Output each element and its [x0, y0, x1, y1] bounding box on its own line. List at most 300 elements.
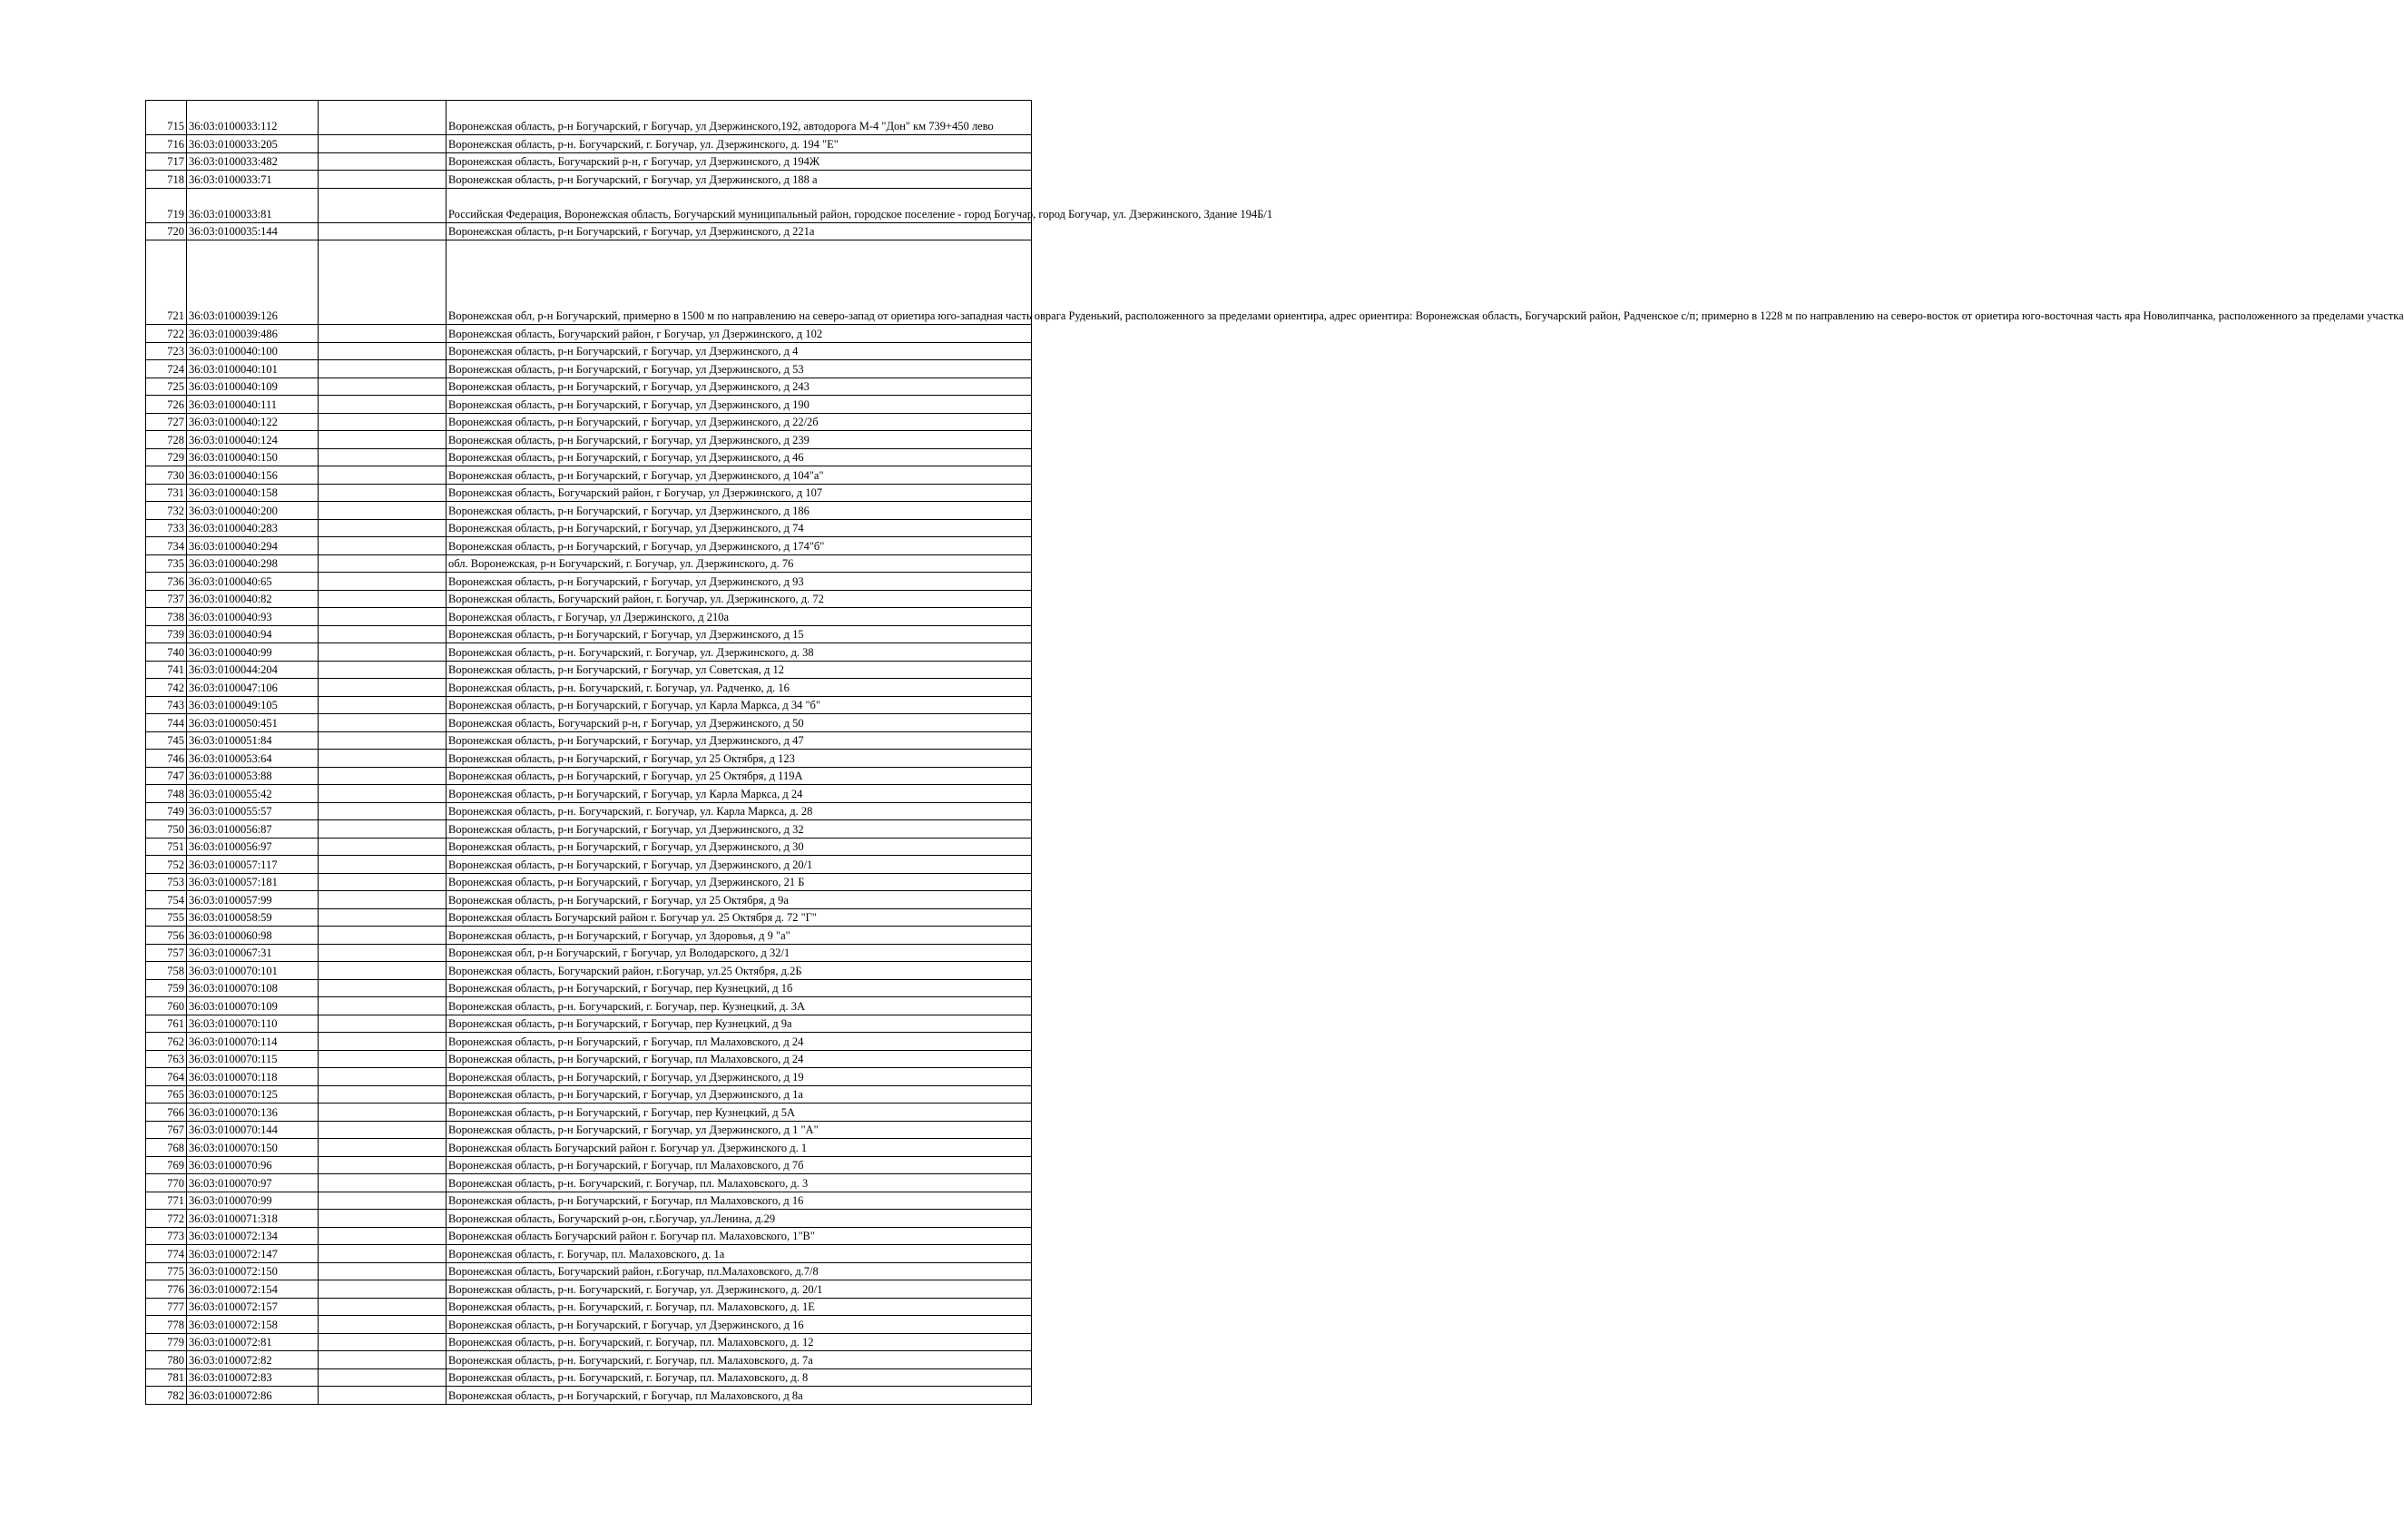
cadastral-number-cell: 36:03:0100033:205 [187, 135, 319, 153]
empty-cell [319, 413, 446, 431]
empty-cell [319, 802, 446, 820]
cadastral-number-cell: 36:03:0100070:97 [187, 1174, 319, 1192]
table-row [146, 643, 1032, 662]
address-cell: Воронежская область, р-н. Богучарский, г. Богучар, пл. Малаховского, д. 7а [446, 1351, 1032, 1369]
empty-cell [319, 679, 446, 697]
empty-cell [319, 661, 446, 679]
address-cell: Воронежская область Богучарский район г. Богучар пл. Малаховского, 1"В" [446, 1227, 1032, 1245]
address-cell: Воронежская область, р-н. Богучарский, г. Богучар, пл. Малаховского, д. 3 [446, 1174, 1032, 1192]
row-number-cell: 739 [146, 625, 187, 643]
empty-cell [319, 696, 446, 714]
cadastral-number-cell: 36:03:0100053:64 [187, 750, 319, 768]
cadastral-number-cell: 36:03:0100072:154 [187, 1280, 319, 1299]
empty-cell [319, 767, 446, 785]
cadastral-number-cell: 36:03:0100070:99 [187, 1192, 319, 1210]
row-number-cell: 744 [146, 714, 187, 732]
empty-cell [319, 979, 446, 997]
empty-cell [319, 1245, 446, 1263]
address-cell: Воронежская область, Богучарский район, г. Богучар, ул. Дзержинского, д. 72 [446, 590, 1032, 608]
address-cell: Воронежская область, р-н. Богучарский, г. Богучар, ул. Радченко, д. 16 [446, 679, 1032, 697]
address-cell: Воронежская область, Богучарский район, г.Богучар, пл.Малаховского, д.7/8 [446, 1262, 1032, 1280]
address-cell: Воронежская область, Богучарский р-он, г.Богучар, ул.Ленина, д.29 [446, 1210, 1032, 1228]
table-row [146, 1333, 1032, 1351]
address-cell: Воронежская область, р-н. Богучарский, г. Богучар, ул. Дзержинского, д. 194 "Е" [446, 135, 1032, 153]
row-number-cell: 749 [146, 802, 187, 820]
table-row [146, 342, 1032, 360]
empty-cell [319, 1015, 446, 1033]
address-cell: Воронежская область, р-н Богучарский, г Богучар, ул Дзержинского, д 46 [446, 448, 1032, 466]
empty-cell [319, 519, 446, 537]
cadastral-number-cell: 36:03:0100060:98 [187, 927, 319, 945]
table-row [146, 714, 1032, 732]
cadastral-number-cell: 36:03:0100040:94 [187, 625, 319, 643]
row-number-cell: 777 [146, 1298, 187, 1316]
cadastral-number-cell: 36:03:0100040:298 [187, 554, 319, 573]
table-row [146, 1210, 1032, 1228]
row-number-cell: 717 [146, 152, 187, 171]
empty-cell [319, 1316, 446, 1334]
table-row [146, 1368, 1032, 1387]
address-cell: Воронежская область, р-н Богучарский, г Богучар, ул Дзержинского, д 22/2б [446, 413, 1032, 431]
row-number-cell: 768 [146, 1139, 187, 1157]
empty-cell [319, 731, 446, 750]
address-cell: Воронежская обл, р-н Богучарский, г Богучар, ул Володарского, д 32/1 [446, 944, 1032, 962]
empty-cell [319, 908, 446, 927]
cadastral-number-cell: 36:03:0100057:99 [187, 891, 319, 909]
address-cell: Воронежская область, р-н Богучарский, г Богучар, ул Дзержинского, д 93 [446, 573, 1032, 591]
empty-cell [319, 820, 446, 839]
address-cell: Воронежская область, р-н Богучарский, г Богучар, пл Малаховского, д 16 [446, 1192, 1032, 1210]
cadastral-number-cell: 36:03:0100070:114 [187, 1033, 319, 1051]
address-cell: Воронежская область, р-н Богучарский, г Богучар, ул Дзержинского, д 19 [446, 1068, 1032, 1086]
row-number-cell: 715 [146, 101, 187, 135]
document-page [145, 100, 2404, 1405]
empty-cell [319, 997, 446, 1015]
row-number-cell: 773 [146, 1227, 187, 1245]
row-number-cell: 780 [146, 1351, 187, 1369]
address-cell: Воронежская область, р-н Богучарский, г Богучар, ул Дзержинского, д 239 [446, 431, 1032, 449]
address-cell: Воронежская область, р-н Богучарский, г Богучар, пер Кузнецкий, д 9а [446, 1015, 1032, 1033]
empty-cell [319, 1333, 446, 1351]
empty-cell [319, 1033, 446, 1051]
cadastral-number-cell: 36:03:0100072:82 [187, 1351, 319, 1369]
row-number-cell: 752 [146, 856, 187, 874]
cadastral-number-cell: 36:03:0100040:101 [187, 360, 319, 378]
address-cell: Воронежская область, Богучарский район, г.Богучар, ул.25 Октября, д.2Б [446, 962, 1032, 980]
address-cell: Воронежская область, р-н Богучарский, г Богучар, ул Здоровья, д 9 "а" [446, 927, 1032, 945]
address-cell: Воронежская область, р-н Богучарский, г Богучар, ул Дзержинского, д 1 "А" [446, 1121, 1032, 1139]
address-cell: Воронежская область, р-н. Богучарский, г. Богучар, ул. Дзержинского, д. 20/1 [446, 1280, 1032, 1299]
empty-cell [319, 590, 446, 608]
table-row [146, 554, 1032, 573]
table-row [146, 696, 1032, 714]
row-number-cell: 719 [146, 188, 187, 222]
cadastral-number-cell: 36:03:0100067:31 [187, 944, 319, 962]
table-row [146, 750, 1032, 768]
address-cell: Воронежская область, р-н Богучарский, г Богучар, ул Дзержинского, д 186 [446, 502, 1032, 520]
cadastral-number-cell: 36:03:0100033:112 [187, 101, 319, 135]
empty-cell [319, 1104, 446, 1122]
address-cell: Воронежская область, Богучарский р-н, г Богучар, ул Дзержинского, д 50 [446, 714, 1032, 732]
table-row [146, 466, 1032, 485]
table-row [146, 944, 1032, 962]
table-row [146, 908, 1032, 927]
address-cell: Воронежская область Богучарский район г. Богучар ул. Дзержинского д. 1 [446, 1139, 1032, 1157]
cadastral-number-cell: 36:03:0100040:93 [187, 608, 319, 626]
table-row [146, 1298, 1032, 1316]
cadastral-number-cell: 36:03:0100072:147 [187, 1245, 319, 1263]
row-number-cell: 725 [146, 378, 187, 396]
cadastral-number-cell: 36:03:0100070:118 [187, 1068, 319, 1086]
row-number-cell: 782 [146, 1387, 187, 1405]
address-cell: Воронежская область, р-н Богучарский, г Богучар, ул Дзержинского, д 74 [446, 519, 1032, 537]
address-cell: Воронежская область, р-н Богучарский, г Богучар, ул 25 Октября, д 123 [446, 750, 1032, 768]
table-row [146, 1174, 1032, 1192]
table-row [146, 448, 1032, 466]
table-row [146, 1121, 1032, 1139]
address-cell: обл. Воронежская, р-н Богучарский, г. Богучар, ул. Дзержинского, д. 76 [446, 554, 1032, 573]
table-row [146, 1104, 1032, 1122]
table-row [146, 590, 1032, 608]
empty-cell [319, 1139, 446, 1157]
address-cell: Воронежская область, р-н Богучарский, г Богучар, ул Советская, д 12 [446, 661, 1032, 679]
cadastral-number-cell: 36:03:0100035:144 [187, 222, 319, 240]
cadastral-number-cell: 36:03:0100033:81 [187, 188, 319, 222]
row-number-cell: 747 [146, 767, 187, 785]
row-number-cell: 734 [146, 537, 187, 555]
empty-cell [319, 325, 446, 343]
empty-cell [319, 431, 446, 449]
cadastral-number-cell: 36:03:0100053:88 [187, 767, 319, 785]
cadastral-number-cell: 36:03:0100040:82 [187, 590, 319, 608]
address-cell: Воронежская область, р-н. Богучарский, г. Богучар, пл. Малаховского, д. 1Е [446, 1298, 1032, 1316]
cadastral-number-cell: 36:03:0100072:150 [187, 1262, 319, 1280]
empty-cell [319, 1192, 446, 1210]
table-row [146, 1156, 1032, 1174]
row-number-cell: 728 [146, 431, 187, 449]
empty-cell [319, 484, 446, 502]
table-row [146, 856, 1032, 874]
cadastral-number-cell: 36:03:0100051:84 [187, 731, 319, 750]
empty-cell [319, 1121, 446, 1139]
empty-cell [319, 1262, 446, 1280]
cadastral-number-cell: 36:03:0100070:144 [187, 1121, 319, 1139]
row-number-cell: 751 [146, 838, 187, 856]
row-number-cell: 770 [146, 1174, 187, 1192]
row-number-cell: 736 [146, 573, 187, 591]
table-row [146, 1085, 1032, 1104]
cadastral-number-cell: 36:03:0100058:59 [187, 908, 319, 927]
cadastral-number-cell: 36:03:0100072:83 [187, 1368, 319, 1387]
row-number-cell: 718 [146, 171, 187, 189]
row-number-cell: 778 [146, 1316, 187, 1334]
cadastral-number-cell: 36:03:0100040:294 [187, 537, 319, 555]
row-number-cell: 743 [146, 696, 187, 714]
cadastral-number-cell: 36:03:0100049:105 [187, 696, 319, 714]
empty-cell [319, 714, 446, 732]
table-row [146, 413, 1032, 431]
cadastral-number-cell: 36:03:0100070:150 [187, 1139, 319, 1157]
row-number-cell: 754 [146, 891, 187, 909]
table-row [146, 1068, 1032, 1086]
row-number-cell: 753 [146, 873, 187, 891]
table-row [146, 927, 1032, 945]
row-number-cell: 716 [146, 135, 187, 153]
table-row [146, 152, 1032, 171]
address-cell: Воронежская область, р-н Богучарский, г Богучар, ул Карла Маркса, д 34 "б" [446, 696, 1032, 714]
cadastral-number-cell: 36:03:0100070:136 [187, 1104, 319, 1122]
address-cell: Воронежская область, р-н Богучарский, г Богучар, пл Малаховского, д 8а [446, 1387, 1032, 1405]
cadastral-number-cell: 36:03:0100072:81 [187, 1333, 319, 1351]
empty-cell [319, 643, 446, 662]
cadastral-number-cell: 36:03:0100055:57 [187, 802, 319, 820]
table-row [146, 1262, 1032, 1280]
row-number-cell: 738 [146, 608, 187, 626]
table-row [146, 1227, 1032, 1245]
cadastral-number-cell: 36:03:0100033:482 [187, 152, 319, 171]
cadastral-number-cell: 36:03:0100040:99 [187, 643, 319, 662]
address-cell: Воронежская область Богучарский район г. Богучар ул. 25 Октября д. 72 "Г" [446, 908, 1032, 927]
table-row [146, 1280, 1032, 1299]
empty-cell [319, 608, 446, 626]
empty-cell [319, 1068, 446, 1086]
table-row [146, 1245, 1032, 1263]
table-row [146, 731, 1032, 750]
address-cell: Воронежская область, р-н Богучарский, г Богучар, ул Дзержинского, д 30 [446, 838, 1032, 856]
address-cell: Воронежская обл, р-н Богучарский, примерно в 1500 м по направлению на северо-запад от ориетира юго-западная часть оврага Руденький, расположенного за пределами ориентира, адрес ориентира: Воронежская область, Богучарский район, Радченское с/п; примерно в 1228 м по направлению на северо-восток от ориетира юго-восточная часть яра Новолипчанка, расположенного за пределами участка [446, 240, 1032, 325]
row-number-cell: 746 [146, 750, 187, 768]
empty-cell [319, 396, 446, 414]
address-cell: Воронежская область, р-н Богучарский, г Богучар, ул Дзержинского, д 47 [446, 731, 1032, 750]
empty-cell [319, 750, 446, 768]
empty-cell [319, 856, 446, 874]
table-row [146, 378, 1032, 396]
address-cell: Воронежская область, Богучарский район, г Богучар, ул Дзержинского, д 107 [446, 484, 1032, 502]
row-number-cell: 730 [146, 466, 187, 485]
empty-cell [319, 537, 446, 555]
cadastral-number-cell: 36:03:0100039:126 [187, 240, 319, 325]
table-row [146, 625, 1032, 643]
cadastral-number-cell: 36:03:0100072:86 [187, 1387, 319, 1405]
empty-cell [319, 188, 446, 222]
row-number-cell: 756 [146, 927, 187, 945]
empty-cell [319, 1210, 446, 1228]
table-row [146, 171, 1032, 189]
table-row [146, 101, 1032, 135]
row-number-cell: 775 [146, 1262, 187, 1280]
land-plots-table [145, 100, 2404, 1405]
cadastral-number-cell: 36:03:0100040:150 [187, 448, 319, 466]
row-number-cell: 748 [146, 785, 187, 803]
address-cell: Воронежская область, г Богучар, ул Дзержинского, д 210а [446, 608, 1032, 626]
empty-cell [319, 785, 446, 803]
address-cell: Воронежская область, р-н Богучарский, г Богучар, ул Дзержинского, д 188 а [446, 171, 1032, 189]
cadastral-number-cell: 36:03:0100072:157 [187, 1298, 319, 1316]
row-number-cell: 742 [146, 679, 187, 697]
address-cell: Воронежская область, р-н Богучарский, г Богучар, ул Карла Маркса, д 24 [446, 785, 1032, 803]
table-row [146, 873, 1032, 891]
row-number-cell: 766 [146, 1104, 187, 1122]
row-number-cell: 771 [146, 1192, 187, 1210]
row-number-cell: 772 [146, 1210, 187, 1228]
address-cell: Воронежская область, р-н Богучарский, г Богучар, ул Дзержинского, д 20/1 [446, 856, 1032, 874]
address-cell: Воронежская область, Богучарский р-н, г Богучар, ул Дзержинского, д 194Ж [446, 152, 1032, 171]
address-cell: Воронежская область, р-н Богучарский, г Богучар, ул Дзержинского, д 1а [446, 1085, 1032, 1104]
row-number-cell: 781 [146, 1368, 187, 1387]
empty-cell [319, 378, 446, 396]
empty-cell [319, 342, 446, 360]
land-plots-table-body [146, 101, 2404, 1405]
empty-cell [319, 927, 446, 945]
row-number-cell: 745 [146, 731, 187, 750]
row-number-cell: 726 [146, 396, 187, 414]
table-row [146, 679, 1032, 697]
row-number-cell: 731 [146, 484, 187, 502]
address-cell: Воронежская область, р-н Богучарский, г Богучар, ул Дзержинского, д 243 [446, 378, 1032, 396]
table-row [146, 188, 1032, 222]
empty-cell [319, 171, 446, 189]
address-cell: Воронежская область, р-н Богучарский, г Богучар, ул Дзержинского, д 16 [446, 1316, 1032, 1334]
row-number-cell: 750 [146, 820, 187, 839]
row-number-cell: 735 [146, 554, 187, 573]
empty-cell [319, 891, 446, 909]
cadastral-number-cell: 36:03:0100040:122 [187, 413, 319, 431]
cadastral-number-cell: 36:03:0100040:156 [187, 466, 319, 485]
empty-cell [319, 152, 446, 171]
table-row [146, 891, 1032, 909]
table-row [146, 997, 1032, 1015]
row-number-cell: 740 [146, 643, 187, 662]
cadastral-number-cell: 36:03:0100040:158 [187, 484, 319, 502]
cadastral-number-cell: 36:03:0100070:110 [187, 1015, 319, 1033]
address-cell: Воронежская область, р-н Богучарский, г Богучар, ул Дзержинского, 21 Б [446, 873, 1032, 891]
row-number-cell: 757 [146, 944, 187, 962]
table-row [146, 608, 1032, 626]
cadastral-number-cell: 36:03:0100040:100 [187, 342, 319, 360]
address-cell: Воронежская область, р-н Богучарский, г Богучар, ул Дзержинского, д 104"а" [446, 466, 1032, 485]
address-cell: Воронежская область, Богучарский район, г Богучар, ул Дзержинского, д 102 [446, 325, 1032, 343]
table-row [146, 767, 1032, 785]
address-cell: Российская Федерация, Воронежская область, Богучарский муниципальный район, городское поселение - город Богучар, город Богучар, ул. Дзержинского, Здание 194Б/1 [446, 188, 1032, 222]
cadastral-number-cell: 36:03:0100033:71 [187, 171, 319, 189]
address-cell: Воронежская область, р-н Богучарский, г Богучар, пер Кузнецкий, д 1б [446, 979, 1032, 997]
empty-cell [319, 1227, 446, 1245]
cadastral-number-cell: 36:03:0100056:97 [187, 838, 319, 856]
empty-cell [319, 962, 446, 980]
row-number-cell: 765 [146, 1085, 187, 1104]
table-row [146, 519, 1032, 537]
table-row [146, 502, 1032, 520]
row-number-cell: 722 [146, 325, 187, 343]
table-row [146, 802, 1032, 820]
cadastral-number-cell: 36:03:0100070:115 [187, 1050, 319, 1068]
table-row [146, 1192, 1032, 1210]
row-number-cell: 774 [146, 1245, 187, 1263]
row-number-cell: 723 [146, 342, 187, 360]
cadastral-number-cell: 36:03:0100044:204 [187, 661, 319, 679]
address-cell: Воронежская область, р-н Богучарский, г Богучар, ул Дзержинского, д 15 [446, 625, 1032, 643]
cadastral-number-cell: 36:03:0100040:111 [187, 396, 319, 414]
table-row [146, 431, 1032, 449]
table-row [146, 785, 1032, 803]
address-cell: Воронежская область, р-н. Богучарский, г. Богучар, пер. Кузнецкий, д. 3А [446, 997, 1032, 1015]
cadastral-number-cell: 36:03:0100039:486 [187, 325, 319, 343]
table-row [146, 1050, 1032, 1068]
empty-cell [319, 502, 446, 520]
empty-cell [319, 944, 446, 962]
address-cell: Воронежская область, р-н Богучарский, г Богучар, ул Дзержинского, д 221а [446, 222, 1032, 240]
address-cell: Воронежская область, р-н Богучарский, г Богучар, пл Малаховского, д 7б [446, 1156, 1032, 1174]
address-cell: Воронежская область, р-н Богучарский, г Богучар, ул Дзержинского, д 32 [446, 820, 1032, 839]
cadastral-number-cell: 36:03:0100070:125 [187, 1085, 319, 1104]
cadastral-number-cell: 36:03:0100070:101 [187, 962, 319, 980]
row-number-cell: 759 [146, 979, 187, 997]
row-number-cell: 729 [146, 448, 187, 466]
empty-cell [319, 448, 446, 466]
table-row [146, 240, 1032, 325]
cadastral-number-cell: 36:03:0100057:181 [187, 873, 319, 891]
row-number-cell: 724 [146, 360, 187, 378]
row-number-cell: 733 [146, 519, 187, 537]
table-row [146, 820, 1032, 839]
empty-cell [319, 573, 446, 591]
empty-cell [319, 554, 446, 573]
row-number-cell: 779 [146, 1333, 187, 1351]
address-cell: Воронежская область, р-н Богучарский, г Богучар, ул Дзержинского, д 4 [446, 342, 1032, 360]
empty-cell [319, 1156, 446, 1174]
address-cell: Воронежская область, р-н Богучарский, г Богучар, пер Кузнецкий, д 5А [446, 1104, 1032, 1122]
row-number-cell: 763 [146, 1050, 187, 1068]
cadastral-number-cell: 36:03:0100050:451 [187, 714, 319, 732]
table-row [146, 1015, 1032, 1033]
table-row [146, 396, 1032, 414]
empty-cell [319, 101, 446, 135]
address-cell: Воронежская область, р-н Богучарский, г Богучар, ул Дзержинского, д 53 [446, 360, 1032, 378]
address-cell: Воронежская область, р-н Богучарский, г Богучар, пл Малаховского, д 24 [446, 1050, 1032, 1068]
empty-cell [319, 625, 446, 643]
row-number-cell: 732 [146, 502, 187, 520]
row-number-cell: 758 [146, 962, 187, 980]
empty-cell [319, 1351, 446, 1369]
table-row [146, 962, 1032, 980]
row-number-cell: 760 [146, 997, 187, 1015]
table-row [146, 537, 1032, 555]
empty-cell [319, 1050, 446, 1068]
empty-cell [319, 873, 446, 891]
table-row [146, 661, 1032, 679]
cadastral-number-cell: 36:03:0100072:134 [187, 1227, 319, 1245]
cadastral-number-cell: 36:03:0100071:318 [187, 1210, 319, 1228]
table-row [146, 484, 1032, 502]
cadastral-number-cell: 36:03:0100040:200 [187, 502, 319, 520]
row-number-cell: 741 [146, 661, 187, 679]
empty-cell [319, 135, 446, 153]
table-row [146, 1033, 1032, 1051]
empty-cell [319, 1368, 446, 1387]
row-number-cell: 721 [146, 240, 187, 325]
cadastral-number-cell: 36:03:0100040:283 [187, 519, 319, 537]
empty-cell [319, 1174, 446, 1192]
table-row [146, 325, 1032, 343]
row-number-cell: 764 [146, 1068, 187, 1086]
address-cell: Воронежская область, р-н. Богучарский, г. Богучар, пл. Малаховского, д. 12 [446, 1333, 1032, 1351]
address-cell: Воронежская область, р-н Богучарский, г Богучар, ул Дзержинского,192, автодорога М-4 "Дон" км 739+450 лево [446, 101, 1032, 135]
cadastral-number-cell: 36:03:0100040:124 [187, 431, 319, 449]
row-number-cell: 767 [146, 1121, 187, 1139]
address-cell: Воронежская область, р-н Богучарский, г Богучар, ул 25 Октября, д 119А [446, 767, 1032, 785]
empty-cell [319, 1085, 446, 1104]
table-row [146, 222, 1032, 240]
